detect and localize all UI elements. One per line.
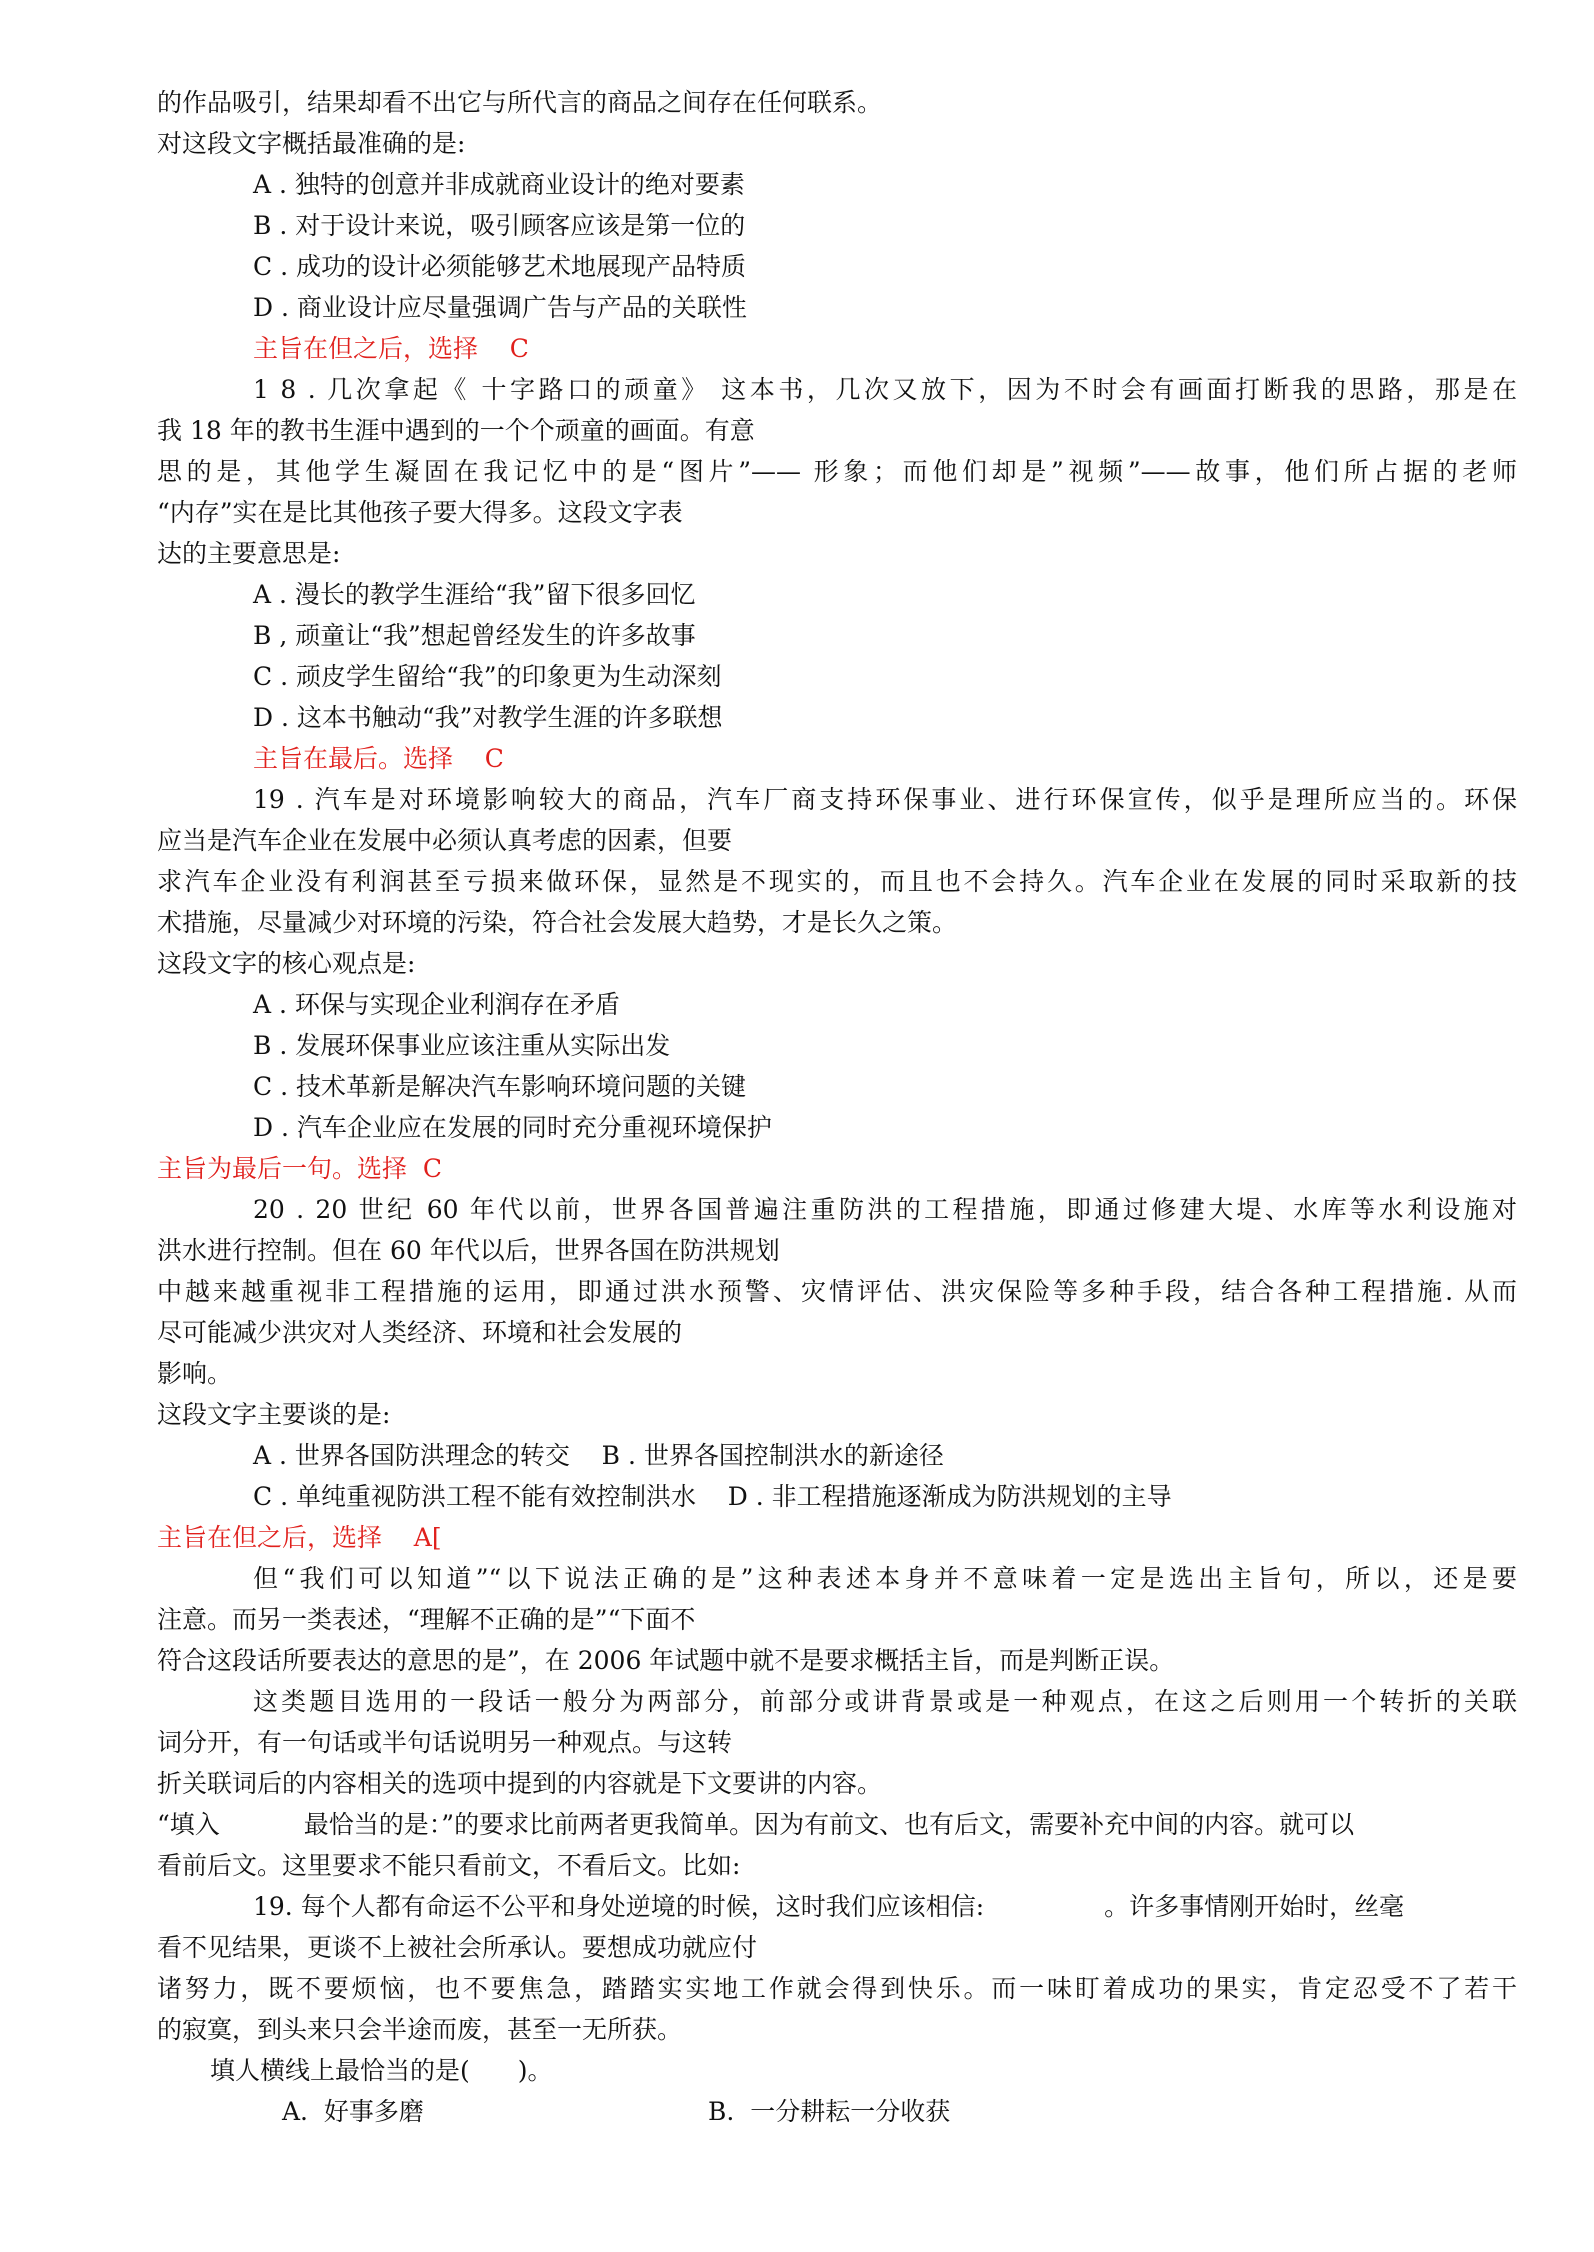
q17-option-d: D . 商业设计应尽量强调广告与产品的关联性 [253, 293, 747, 322]
q18-answer: 主旨在最后。选择 C [253, 744, 504, 773]
q18-option-d: D . 这本书触动“我”对教学生涯的许多联想 [253, 703, 723, 732]
example-line-4: 的寂寞，到头来只会半途而废，甚至一无所获。 [157, 2015, 683, 2044]
q20-line-3: 中越来越重视非工程措施的运用，即通过洪水预警、灾情评估、洪灾保险等多种手段，结合各种工程措施. 从而 [157, 1277, 1517, 1306]
q20-answer: 主旨在但之后，选择 A[ [157, 1523, 442, 1552]
fill-prompt-end: )。 [517, 2056, 553, 2085]
note-2-line-3: 折关联词后的内容相关的选项中提到的内容就是下文要讲的内容。 [157, 1769, 883, 1798]
q17-answer: 主旨在但之后，选择 C [253, 334, 529, 363]
q19-line-2: 应当是汽车企业在发展中必须认真考虑的因素，但要 [157, 826, 733, 855]
q20-options-cd: C . 单纯重视防洪工程不能有效控制洪水 D . 非工程措施逐渐成为防洪规划的主导 [253, 1482, 1172, 1511]
example-line-2: 看不见结果，更谈不上被社会所承认。要想成功就应付 [157, 1933, 758, 1962]
q18-line-4: “内存”实在是比其他孩子要大得多。这段文字表 [157, 498, 683, 527]
q20-line-5: 影响。 [157, 1359, 233, 1388]
q20-stem: 这段文字主要谈的是: [157, 1400, 391, 1429]
example-fill-prompt [210, 2056, 553, 2086]
q18-line-1: 1 8 . 几次拿起《 十字路口的顽童》 这本书，几次又放下，因为不时会有画面打断我的思路，那是在 [253, 375, 1517, 404]
q18-line-3: 思的是，其他学生凝固在我记忆中的是“图片”—— 形象；而他们却是”视频”——故事，他们所占据的老师 [157, 457, 1517, 486]
example-line-1 [253, 1892, 1404, 1922]
q19-option-a: A . 环保与实现企业利润存在矛盾 [253, 990, 620, 1019]
q18-option-b: B , 顽童让“我”想起曾经发生的许多故事 [253, 621, 696, 650]
note-2-line-2: 词分开，有一句话或半句话说明另一种观点。与这转 [157, 1728, 733, 1757]
q18-option-c: C . 顽皮学生留给“我”的印象更为生动深刻 [253, 662, 722, 691]
q17-continuation: 的作品吸引，结果却看不出它与所代言的商品之间存在任何联系。 [157, 88, 883, 117]
example-line-3: 诸努力，既不要烦恼，也不要焦急，踏踏实实地工作就会得到快乐。而一味盯着成功的果实，肯定忍受不了若干 [157, 1974, 1517, 2003]
q20-line-2: 洪水进行控制。但在 60 年代以后，世界各国在防洪规划 [157, 1236, 780, 1265]
q19-line-3: 求汽车企业没有利润甚至亏损来做环保，显然是不现实的，而且也不会持久。汽车企业在发展的同时采取新的技 [157, 867, 1517, 896]
q17-option-a: A . 独特的创意并非成就商业设计的绝对要素 [253, 170, 745, 199]
q20-line-4: 尽可能减少洪灾对人类经济、环境和社会发展的 [157, 1318, 683, 1347]
example-option-b: B. 一分耕耘一分收获 [708, 2097, 951, 2126]
q19-option-d: D . 汽车企业应在发展的同时充分重视环境保护 [253, 1113, 772, 1142]
q20-line-1: 20 . 20 世纪 60 年代以前，世界各国普遍注重防洪的工程措施，即通过修建大堤、水库等水利设施对 [253, 1195, 1517, 1224]
note-3-rest: 最恰当的是：”的要求比前两者更我简单。因为有前文、也有后文，需要补充中间的内容。就可以 [303, 1810, 1355, 1839]
q19-stem: 这段文字的核心观点是: [157, 949, 416, 978]
note-3-prefix: “填入 [157, 1810, 220, 1839]
q17-option-c: C . 成功的设计必须能够艺术地展现产品特质 [253, 252, 746, 281]
q19-option-b: B . 发展环保事业应该注重从实际出发 [253, 1031, 671, 1060]
q19-line-1: 19 . 汽车是对环境影响较大的商品，汽车厂商支持环保事业、进行环保宣传，似乎是理所应当的。环保 [253, 785, 1517, 814]
q19-option-c: C . 技术革新是解决汽车影响环境问题的关键 [253, 1072, 746, 1101]
q18-stem: 达的主要意思是: [157, 539, 341, 568]
q20-options-ab: A . 世界各国防洪理念的转交 B . 世界各国控制洪水的新途径 [253, 1441, 944, 1470]
q17-stem: 对这段文字概括最准确的是: [157, 129, 466, 158]
note-3-line-2: 看前后文。这里要求不能只看前文，不看后文。比如: [157, 1851, 741, 1880]
q17-option-b: B . 对于设计来说，吸引顾客应该是第一位的 [253, 211, 746, 240]
q19-answer: 主旨为最后一句。选择 C [157, 1154, 443, 1183]
note-1-line-1: 但“我们可以知道”“以下说法正确的是”这种表述本身并不意味着一定是选出主旨句，所以，还是要 [253, 1564, 1517, 1593]
example-line-1-a: 19. 每个人都有命运不公平和身处逆境的时候，这时我们应该相信: [253, 1892, 985, 1921]
note-2-line-1: 这类题目选用的一段话一般分为两部分，前部分或讲背景或是一种观点，在这之后则用一个转折的关联 [253, 1687, 1517, 1716]
note-1-line-2: 注意。而另一类表述，“理解不正确的是”“下面不 [157, 1605, 696, 1634]
note-3-line-1 [157, 1810, 1517, 1840]
fill-prompt-text: 填人横线上最恰当的是( [210, 2056, 470, 2085]
example-option-a: A. 好事多磨 [282, 2097, 424, 2126]
q18-option-a: A . 漫长的教学生涯给“我”留下很多回忆 [253, 580, 696, 609]
q19-line-4: 术措施，尽量减少对环境的污染，符合社会发展大趋势，才是长久之策。 [157, 908, 958, 937]
q18-line-2: 我 18 年的教书生涯中遇到的一个个顽童的画面。有意 [157, 416, 755, 445]
note-1-line-3: 符合这段话所要表达的意思的是”，在 2006 年试题中就不是要求概括主旨，而是判断正误。 [157, 1646, 1175, 1675]
example-line-1-b: 。许多事情刚开始时，丝毫 [1104, 1892, 1405, 1921]
